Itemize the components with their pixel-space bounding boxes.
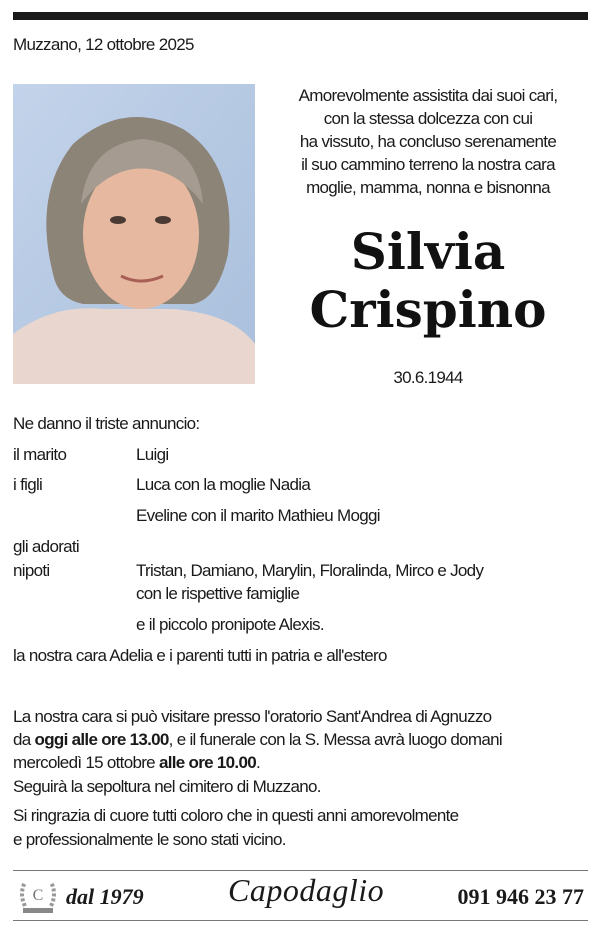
relative-name: Luca con la moglie Nadia xyxy=(136,475,311,494)
footer-rule-bottom xyxy=(13,920,588,921)
intro-line: il suo cammino terreno la nostra cara xyxy=(301,155,555,174)
relative-name: Eveline con il marito Mathieu Moggi xyxy=(136,506,380,525)
phone-number: 091 946 23 77 xyxy=(457,884,584,909)
text: mercoledì 15 ottobre xyxy=(13,753,159,772)
deceased-first-name: Silvia xyxy=(350,222,506,281)
deceased-last-name: Crispino xyxy=(309,280,547,339)
relative-label: i figli xyxy=(13,475,43,494)
relative-name: e il piccolo pronipote Alexis. xyxy=(136,615,324,634)
relative-label: il marito xyxy=(13,445,67,464)
place-date: Muzzano, 12 ottobre 2025 xyxy=(13,35,194,54)
svg-text:C: C xyxy=(32,887,44,904)
intro-line: con la stessa dolcezza con cui xyxy=(323,109,533,128)
announcement-heading: Ne danno il triste annuncio: xyxy=(13,414,200,433)
footer-rule-top xyxy=(13,870,588,871)
brand-logo: Capodaglio xyxy=(228,872,385,908)
intro-line: moglie, mamma, nonna e bisnonna xyxy=(306,178,550,197)
intro-line: Amorevolmente assistita dai suoi cari, xyxy=(298,86,558,105)
relative-name: con le rispettive famiglie xyxy=(136,584,300,603)
text: . xyxy=(255,753,260,772)
intro-text xyxy=(262,84,594,199)
funeral-date xyxy=(13,751,260,774)
portrait-photo xyxy=(13,84,255,384)
thanks-line: Si ringrazia di cuore tutti coloro che in questi anni amorevolmente xyxy=(13,806,459,825)
relative-label: nipoti xyxy=(13,561,50,580)
since-year: dal 1979 xyxy=(66,884,144,909)
top-border xyxy=(13,12,588,20)
visit-time: oggi alle ore 13.00 xyxy=(34,730,169,749)
birth-date: 30.6.1944 xyxy=(393,368,463,387)
visit-info: La nostra cara si può visitare presso l'oratorio Sant'Andrea di Agnuzzo xyxy=(13,707,492,726)
intro-line: ha vissuto, ha concluso serenamente xyxy=(299,132,557,151)
text: da xyxy=(13,730,35,749)
announcement-closing: la nostra cara Adelia e i parenti tutti in patria e all'estero xyxy=(13,646,387,665)
relative-label: gli adorati xyxy=(13,537,80,556)
funeral-info xyxy=(13,728,502,751)
relative-name: Luigi xyxy=(136,445,169,464)
laurel-emblem-icon xyxy=(17,876,59,916)
text: , e il funerale con la S. Messa avrà luogo domani xyxy=(168,730,502,749)
burial-info: Seguirà la sepoltura nel cimitero di Muzzano. xyxy=(13,777,321,796)
thanks-line: e professionalmente le sono stati vicino. xyxy=(13,830,286,849)
funeral-time: alle ore 10.00 xyxy=(158,753,256,772)
relative-name: Tristan, Damiano, Marylin, Floralinda, Mirco e Jody xyxy=(136,561,484,580)
